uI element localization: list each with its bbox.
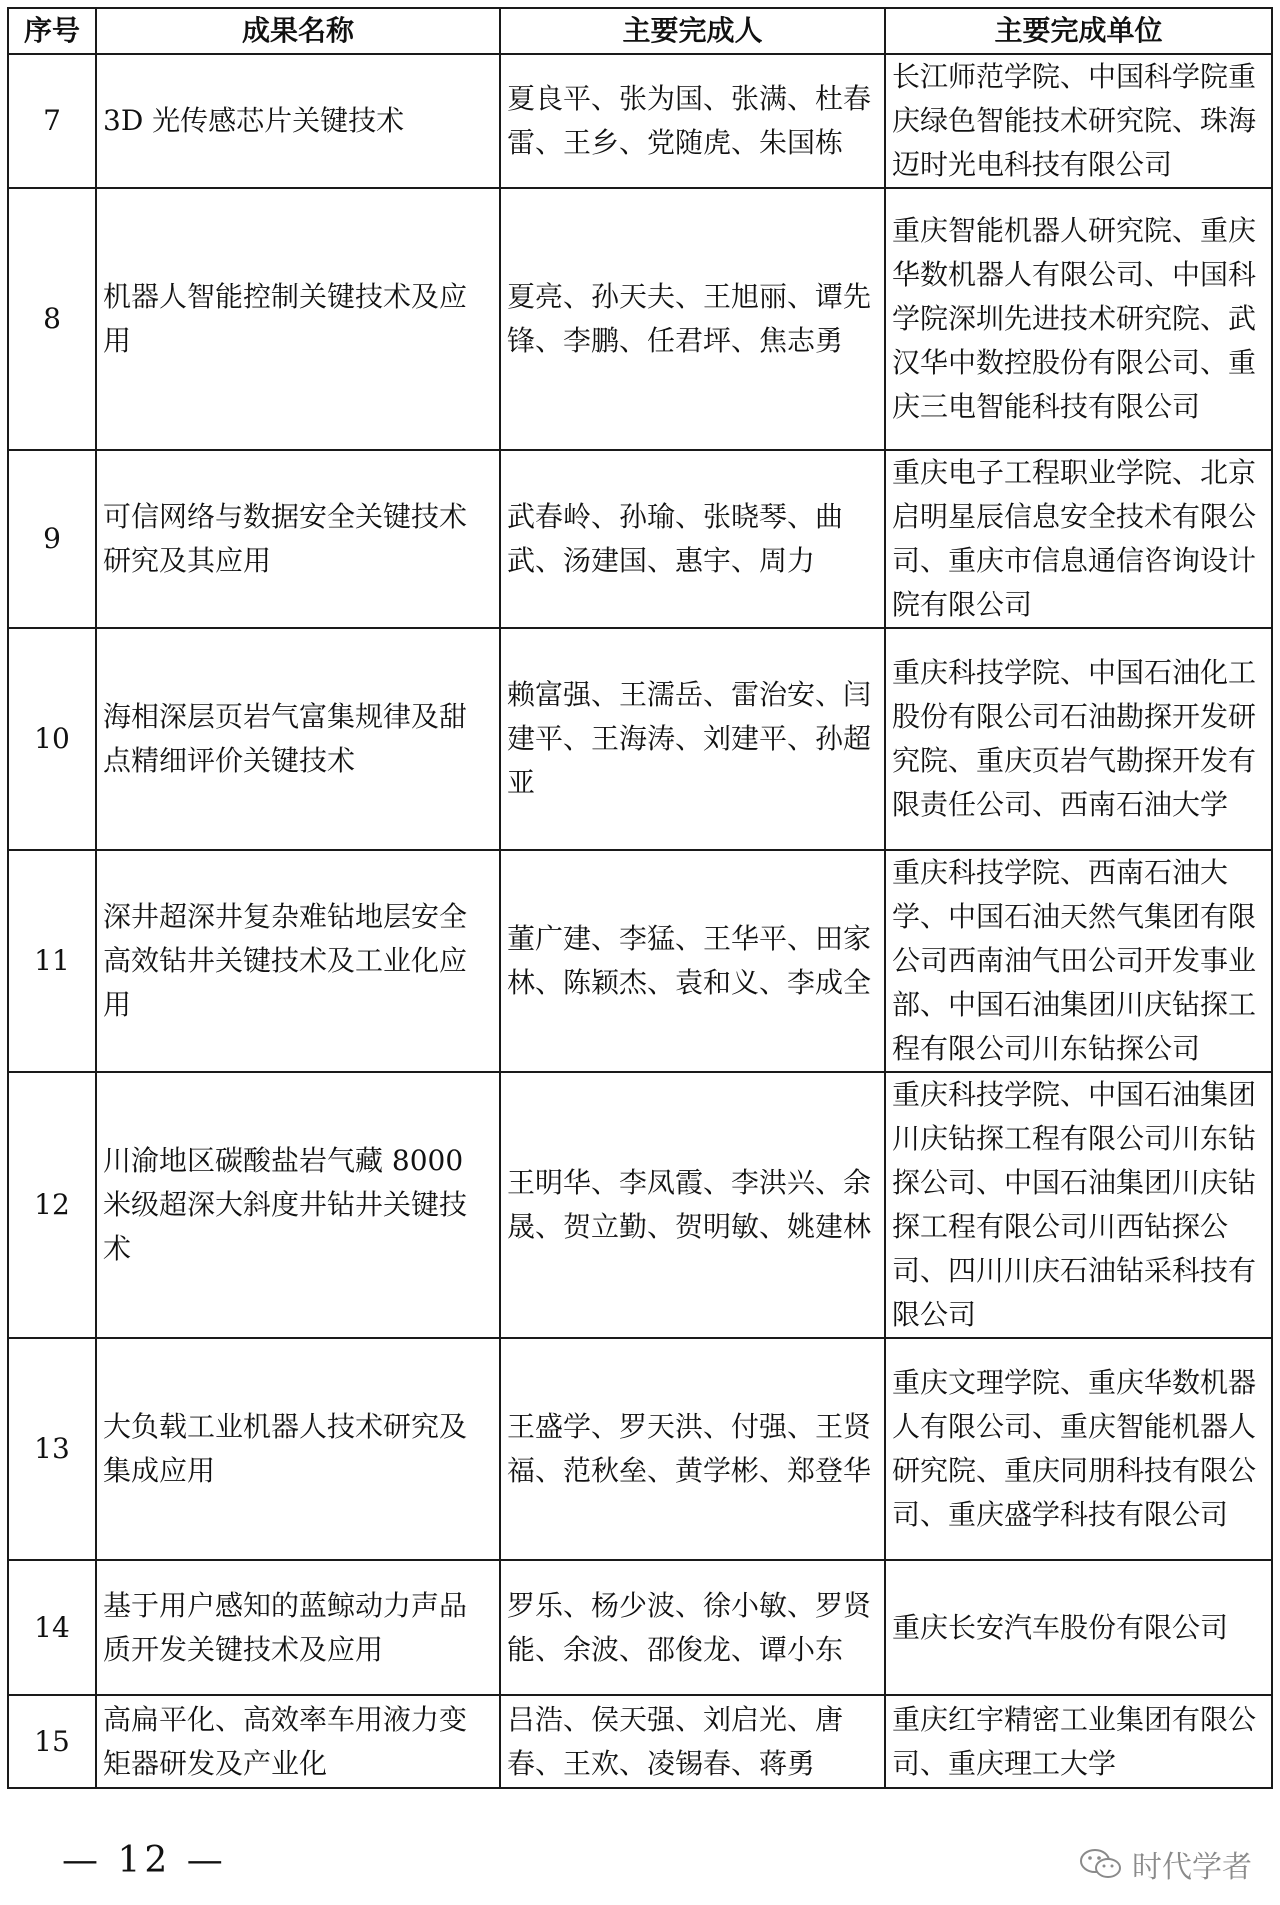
header-name: 成果名称 bbox=[96, 8, 500, 54]
header-seq: 序号 bbox=[8, 8, 96, 54]
table-row bbox=[8, 1695, 1272, 1788]
row-units: 重庆电子工程职业学院、北京启明星辰信息安全技术有限公司、重庆市信息通信咨询设计院有限公司 bbox=[885, 450, 1272, 628]
row-name: 机器人智能控制关键技术及应用 bbox=[96, 188, 500, 450]
row-units: 重庆科技学院、中国石油集团川庆钻探工程有限公司川东钻探公司、中国石油集团川庆钻探工程有限公司川西钻探公司、四川川庆石油钻采科技有限公司 bbox=[885, 1072, 1272, 1338]
row-units: 重庆科技学院、中国石油化工股份有限公司石油勘探开发研究院、重庆页岩气勘探开发有限责任公司、西南石油大学 bbox=[885, 628, 1272, 850]
row-units: 重庆红宇精密工业集团有限公司、重庆理工大学 bbox=[885, 1695, 1272, 1788]
wechat-icon bbox=[1078, 1846, 1124, 1882]
row-name: 3D 光传感芯片关键技术 bbox=[96, 54, 500, 188]
row-people: 武春岭、孙瑜、张晓琴、曲武、汤建国、惠宇、周力 bbox=[500, 450, 885, 628]
row-seq: 7 bbox=[8, 54, 96, 188]
row-people: 赖富强、王濡岳、雷治安、闫建平、王海涛、刘建平、孙超亚 bbox=[500, 628, 885, 850]
row-people: 王盛学、罗天洪、付强、王贤福、范秋垒、黄学彬、郑登华 bbox=[500, 1338, 885, 1560]
table-row bbox=[8, 850, 1272, 1072]
row-name: 基于用户感知的蓝鲸动力声品质开发关键技术及应用 bbox=[96, 1560, 500, 1695]
row-seq: 10 bbox=[8, 628, 96, 850]
row-people: 罗乐、杨少波、徐小敏、罗贤能、余波、邵俊龙、谭小东 bbox=[500, 1560, 885, 1695]
table-row bbox=[8, 1072, 1272, 1338]
row-name: 川渝地区碳酸盐岩气藏 8000 米级超深大斜度井钻井关键技术 bbox=[96, 1072, 500, 1338]
row-seq: 8 bbox=[8, 188, 96, 450]
table-header-row bbox=[8, 8, 1272, 54]
header-people: 主要完成人 bbox=[500, 8, 885, 54]
row-name: 可信网络与数据安全关键技术研究及其应用 bbox=[96, 450, 500, 628]
row-people: 夏亮、孙天夫、王旭丽、谭先锋、李鹏、任君坪、焦志勇 bbox=[500, 188, 885, 450]
table-row bbox=[8, 188, 1272, 450]
table-row bbox=[8, 54, 1272, 188]
table-row bbox=[8, 450, 1272, 628]
table-row bbox=[8, 1338, 1272, 1560]
table-row bbox=[8, 1560, 1272, 1695]
row-people: 吕浩、侯天强、刘启光、唐春、王欢、凌锡春、蒋勇 bbox=[500, 1695, 885, 1788]
header-units: 主要完成单位 bbox=[885, 8, 1272, 54]
row-name: 大负载工业机器人技术研究及集成应用 bbox=[96, 1338, 500, 1560]
row-name: 深井超深井复杂难钻地层安全高效钻井关键技术及工业化应用 bbox=[96, 850, 500, 1072]
row-seq: 12 bbox=[8, 1072, 96, 1338]
row-seq: 11 bbox=[8, 850, 96, 1072]
watermark-text: 时代学者 bbox=[1132, 1850, 1252, 1885]
row-seq: 9 bbox=[8, 450, 96, 628]
row-units: 重庆文理学院、重庆华数机器人有限公司、重庆智能机器人研究院、重庆同朋科技有限公司、重庆盛学科技有限公司 bbox=[885, 1338, 1272, 1560]
row-name: 海相深层页岩气富集规律及甜点精细评价关键技术 bbox=[96, 628, 500, 850]
row-units: 重庆智能机器人研究院、重庆华数机器人有限公司、中国科学院深圳先进技术研究院、武汉华中数控股份有限公司、重庆三电智能科技有限公司 bbox=[885, 188, 1272, 450]
table-row bbox=[8, 628, 1272, 850]
page-number: — 12 — bbox=[62, 1840, 227, 1881]
row-units: 重庆长安汽车股份有限公司 bbox=[885, 1560, 1272, 1695]
watermark bbox=[1078, 1842, 1252, 1886]
achievement-table bbox=[7, 7, 1273, 1789]
row-seq: 14 bbox=[8, 1560, 96, 1695]
row-units: 重庆科技学院、西南石油大学、中国石油天然气集团有限公司西南油气田公司开发事业部、中国石油集团川庆钻探工程有限公司川东钻探公司 bbox=[885, 850, 1272, 1072]
row-name: 高扁平化、高效率车用液力变矩器研发及产业化 bbox=[96, 1695, 500, 1788]
row-people: 王明华、李凤霞、李洪兴、余晟、贺立勤、贺明敏、姚建林 bbox=[500, 1072, 885, 1338]
row-seq: 15 bbox=[8, 1695, 96, 1788]
row-people: 夏良平、张为国、张满、杜春雷、王乡、党随虎、朱国栋 bbox=[500, 54, 885, 188]
row-units: 长江师范学院、中国科学院重庆绿色智能技术研究院、珠海迈时光电科技有限公司 bbox=[885, 54, 1272, 188]
row-seq: 13 bbox=[8, 1338, 96, 1560]
row-people: 董广建、李猛、王华平、田家林、陈颖杰、袁和义、李成全 bbox=[500, 850, 885, 1072]
